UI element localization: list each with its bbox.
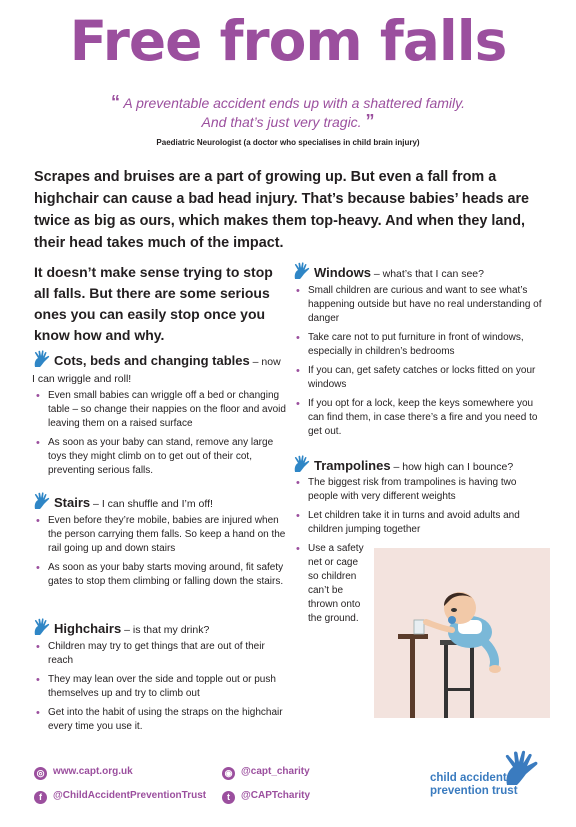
footer-facebook[interactable] <box>34 790 206 804</box>
hand-icon <box>32 492 52 510</box>
facebook-icon: f <box>34 791 47 804</box>
close-quote-mark: ” <box>365 111 375 131</box>
list-item: • They may lean over the side and topple out or push themselves up and try to climb out <box>34 673 286 701</box>
facebook-link[interactable]: @ChildAccidentPreventionTrust <box>53 790 207 801</box>
section-cots-sub: – now I can wriggle and roll! <box>32 356 281 385</box>
logo-line-2: prevention trust <box>430 785 518 797</box>
logo <box>430 772 540 798</box>
section-cots-title: Cots, beds and changing tables <box>54 353 250 368</box>
page-title: Free from falls <box>69 9 507 73</box>
quote-attribution: Paediatric Neurologist (a doctor who specialises in child brain injury) <box>156 138 420 147</box>
list-item: • Even before they’re mobile, babies are injured when the person carrying them falls. So keep a hand on the rail going up and down stairs <box>34 514 286 556</box>
section-highchairs-title: Highchairs <box>54 621 122 636</box>
list-item: • Get into the habit of using the straps on the highchair every time you use it. <box>34 706 286 734</box>
section-stairs-heading <box>32 492 282 512</box>
section-windows-sub: – what’s that I can see? <box>370 268 484 280</box>
list-item: • Children may try to get things that are out of their reach <box>34 640 286 668</box>
intro-paragraph: Scrapes and bruises are a part of growing up. But even a fall from a highchair can cause a bad head injury. That’s because babies’ heads are twice as big as ours, which makes them top-heavy. And when they land, their head takes much of the impact. <box>34 169 530 251</box>
instagram-icon: ◉ <box>222 767 235 780</box>
section-windows-heading <box>292 262 552 282</box>
footer-website[interactable] <box>34 766 133 780</box>
list-item: • Take care not to put furniture in front of windows, especially in children’s bedrooms <box>294 331 546 359</box>
section-cots-heading <box>32 350 282 387</box>
footer-instagram[interactable] <box>222 766 310 780</box>
list-item: • Use a safety net or cage so children can’t be thrown onto the ground. <box>294 542 370 626</box>
hand-icon <box>32 350 52 368</box>
list-item: • Even small babies can wriggle off a bed or changing table – so change their nappies on the floor and avoid leaving them on a raised surface <box>34 389 286 431</box>
list-item: • The biggest risk from trampolines is having two people with very different weights <box>294 476 546 504</box>
list-item: • As soon as your baby can stand, remove any large toys they might climb on to get out of their cot, preventing serious falls. <box>34 436 286 478</box>
hand-icon <box>292 262 312 280</box>
baby-highchair-illustration <box>374 548 550 718</box>
section-stairs-list <box>34 514 286 594</box>
list-item: • If you can, get safety catches or locks fitted on your windows <box>294 364 546 392</box>
section-trampolines-heading <box>292 455 552 475</box>
instagram-link[interactable]: @capt_charity <box>241 766 310 777</box>
list-item: • If you opt for a lock, keep the keys somewhere you can find them, in case there’s a fire and you need to get out. <box>294 397 546 439</box>
hand-icon <box>292 455 312 473</box>
list-item: • Small children are curious and want to see what’s happening outside but have no real understanding of danger <box>294 284 546 326</box>
list-item: • As soon as your baby starts moving around, fit safety gates to stop them climbing or falling down the stairs. <box>34 561 286 589</box>
footer-twitter[interactable] <box>222 790 310 804</box>
section-cots-list <box>34 389 286 483</box>
globe-icon: ◎ <box>34 767 47 780</box>
section-stairs-title: Stairs <box>54 495 91 510</box>
hand-icon <box>32 618 52 636</box>
quote <box>60 93 516 131</box>
section-trampolines-title: Trampolines <box>314 458 391 473</box>
open-quote-mark: “ <box>110 92 120 112</box>
section-highchairs-sub: – is that my drink? <box>121 624 210 636</box>
list-item: • Let children take it in turns and avoid adults and children jumping together <box>294 509 546 537</box>
section-stairs-sub: – I can shuffle and I’m off! <box>90 498 213 510</box>
lead-paragraph: It doesn’t make sense trying to stop all falls. But there are some serious ones you can easily stop once you know how and why. <box>34 264 273 343</box>
section-highchairs-heading <box>32 618 282 638</box>
quote-line-2: And that’s just very tragic. <box>201 114 362 130</box>
logo-line-1: child accident <box>430 772 507 784</box>
section-windows-list <box>294 284 546 444</box>
section-windows-title: Windows <box>314 265 371 280</box>
twitter-icon: t <box>222 791 235 804</box>
section-trampolines-sub: – how high can I bounce? <box>390 461 514 473</box>
twitter-link[interactable]: @CAPTcharity <box>241 790 311 801</box>
quote-line-1: A preventable accident ends up with a shattered family. <box>123 95 465 111</box>
website-link[interactable]: www.capt.org.uk <box>53 766 133 777</box>
section-highchairs-list <box>34 640 286 739</box>
